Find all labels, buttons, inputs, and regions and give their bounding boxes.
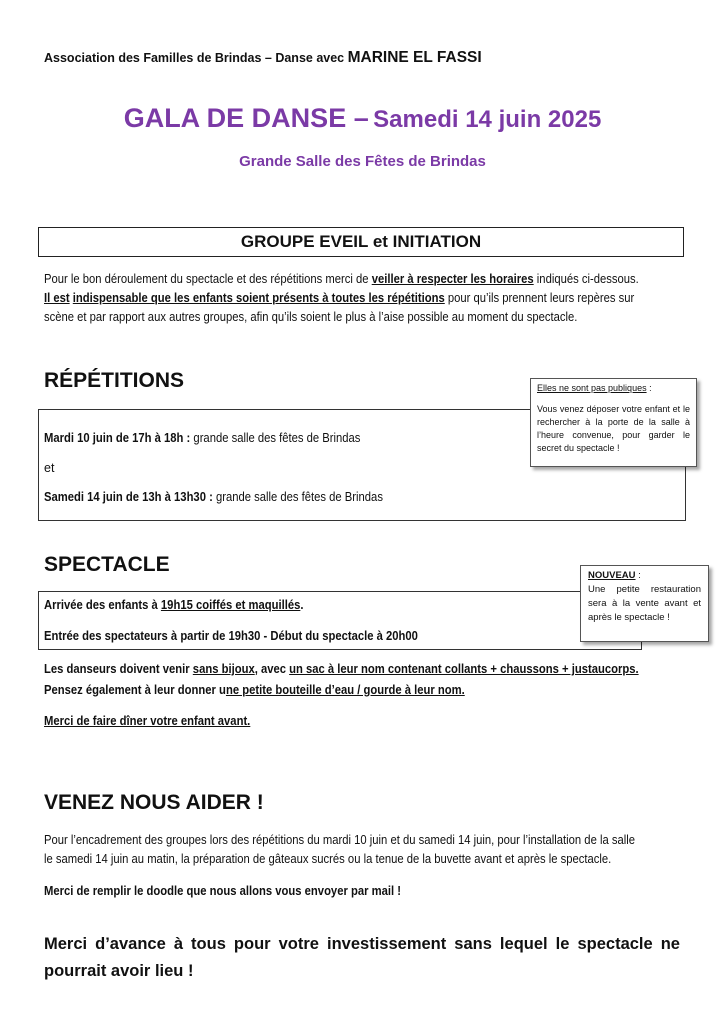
group-heading-box (38, 227, 684, 257)
show-note (580, 565, 709, 642)
intro-paragraph (44, 270, 705, 327)
rehearsal-1-place: grande salle des fêtes de Brindas (190, 431, 361, 445)
help-line-1: Pour l’encadrement des groupes lors des répétitions du mardi 10 juin et du samedi 14 juin, pour l’installation de la salle (44, 833, 635, 847)
instr-emphasis: un sac à leur nom contenant collants + chaussons + justaucorps. (289, 662, 639, 676)
dancers-instructions-2 (44, 683, 511, 697)
title-main: GALA DE DANSE – (123, 103, 369, 133)
show-heading: SPECTACLE (44, 553, 170, 576)
rehearsals-note-title: Elles ne sont pas publiques (537, 383, 647, 393)
help-paragraph (44, 831, 701, 869)
help-heading: VENEZ NOUS AIDER ! (44, 791, 264, 814)
intro-line-3: scène et par rapport aux autres groupes, afin qu’ils soient le plus à l’aise possible au moment du spectacle. (44, 310, 578, 324)
dinner-text: Merci de faire dîner votre enfant avant. (44, 714, 251, 728)
intro-text: indiqués ci-dessous. (533, 272, 639, 286)
doodle-line (44, 884, 441, 898)
intro-line-2 (44, 289, 634, 308)
show-arrival (44, 598, 332, 612)
rehearsals-note-colon: : (646, 383, 652, 393)
arrival-period: . (300, 598, 304, 612)
thanks-message: Merci d’avance à tous pour votre investissement sans lequel le spectacle ne pourrait avoir lieu ! (44, 935, 680, 980)
show-note-colon: : (635, 570, 641, 581)
entry-text: Entrée des spectateurs à partir de 19h30 - Début du spectacle à 20h00 (44, 629, 418, 643)
rehearsal-2-date: Samedi 14 juin de 13h à 13h30 : (44, 490, 213, 504)
arrival-text: Arrivée des enfants à (44, 598, 161, 612)
instr-emphasis: sans bijoux (192, 662, 255, 676)
group-heading: GROUPE EVEIL et INITIATION (240, 232, 482, 251)
rehearsals-note (530, 378, 697, 467)
association-line (44, 49, 482, 67)
instr-emphasis: ne petite bouteille d’eau / gourde à leur nom. (225, 683, 465, 697)
rehearsal-1 (44, 431, 396, 445)
rehearsals-note-body: Vous venez déposer votre enfant et le rechercher à la porte de la salle à l’heure convenue, pour garder le secret du spectacle ! (537, 404, 690, 453)
rehearsal-2-place: grande salle des fêtes de Brindas (212, 490, 383, 504)
rehearsals-heading: RÉPÉTITIONS (44, 369, 185, 392)
dinner-instruction (44, 714, 273, 728)
intro-emphasis: veiller à respecter les horaires (371, 272, 534, 286)
rehearsal-and: et (44, 461, 55, 475)
instr-text: Les danseurs doivent venir (44, 662, 193, 676)
show-note-body: Une petite restauration sera à la vente avant et après le spectacle ! (588, 584, 701, 623)
page-title (0, 103, 725, 134)
rehearsal-1-date: Mardi 10 juin de 17h à 18h : (44, 431, 191, 445)
instr-text: , avec (254, 662, 290, 676)
arrival-time: 19h15 coiffés et maquillés (160, 598, 301, 612)
intro-line-1 (44, 270, 639, 289)
intro-emphasis: indispensable que les enfants soient présents à toutes les répétitions (72, 291, 445, 305)
intro-text: pour qu’ils prennent leurs repères sur (444, 291, 635, 305)
association-name: Association des Familles de Brindas – Danse avec (44, 51, 348, 65)
teacher-name: MARINE EL FASSI (347, 49, 482, 66)
title-date: Samedi 14 juin 2025 (373, 106, 602, 133)
doodle-text: Merci de remplir le doodle que nous allons vous envoyer par mail ! (44, 884, 401, 898)
help-line-2: le samedi 14 juin au matin, la préparation de gâteaux sucrés ou la tenue de la buvette avant et après le spectacle. (44, 852, 612, 866)
intro-emphasis: Il est (44, 291, 70, 305)
show-note-title: NOUVEAU (588, 570, 636, 581)
instr-text: Pensez également à leur donner u (44, 683, 226, 697)
venue-subtitle: Grande Salle des Fêtes de Brindas (239, 153, 486, 170)
show-entry (44, 629, 459, 643)
rehearsal-2 (44, 490, 421, 504)
intro-text: Pour le bon déroulement du spectacle et des répétitions merci de (44, 272, 372, 286)
dancers-instructions-1 (44, 662, 705, 676)
